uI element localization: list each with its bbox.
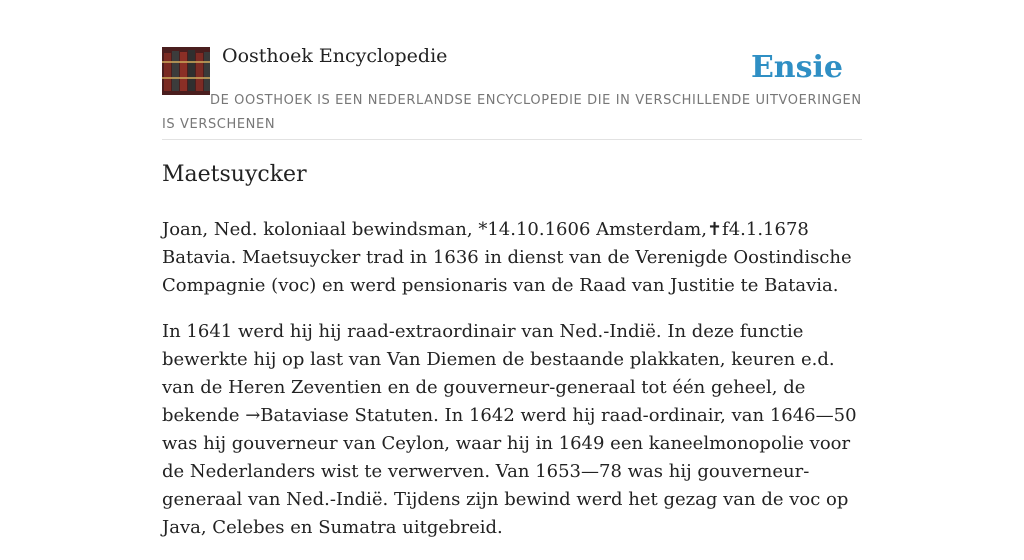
content-container: [162, 0, 862, 538]
site-name[interactable]: Oosthoek Encyclopedie: [222, 45, 448, 67]
article-title: Maetsuycker: [162, 162, 307, 187]
site-header: [162, 0, 862, 140]
brand-logo[interactable]: Ensie: [750, 50, 843, 85]
books-icon: [162, 47, 210, 95]
article-paragraph: In 1641 werd hij hij raad-extraordinair van Ned.-Indië. In deze functie bewerkte hij op last van Van Diemen de bestaande plakkaten, keuren e.d. van de Heren Zeventien en de gouverneur-generaal tot één geheel, de bekende →Bataviase Statuten. In 1642 werd hij raad-ordinair, van 1646—50 was hij gouverneur van Ceylon, waar hij in 1649 een kaneelmonopolie voor de Nederlanders wist te verwerven. Van 1653—78 was hij gouverneur-generaal van Ned.-Indië. Tijdens zijn bewind werd het gezag van de voc op Java, Celebes en Sumatra uitgebreid.: [162, 321, 857, 538]
article-body: [162, 216, 862, 560]
site-tagline: DE OOSTHOEK IS EEN NEDERLANDSE ENCYCLOPEDIE DIE IN VERSCHILLENDE UITVOERINGEN IS VERSCHENEN: [162, 93, 862, 132]
article-paragraph: Joan, Ned. koloniaal bewindsman, *14.10.1606 Amsterdam,✝f4.1.1678 Batavia. Maetsuycker trad in 1636 in dienst van de Verenigde Oostindische Compagnie (voc) en werd pensionaris van de Raad van Justitie te Batavia.: [162, 219, 852, 296]
encyclopedia-books-avatar[interactable]: [162, 47, 210, 95]
